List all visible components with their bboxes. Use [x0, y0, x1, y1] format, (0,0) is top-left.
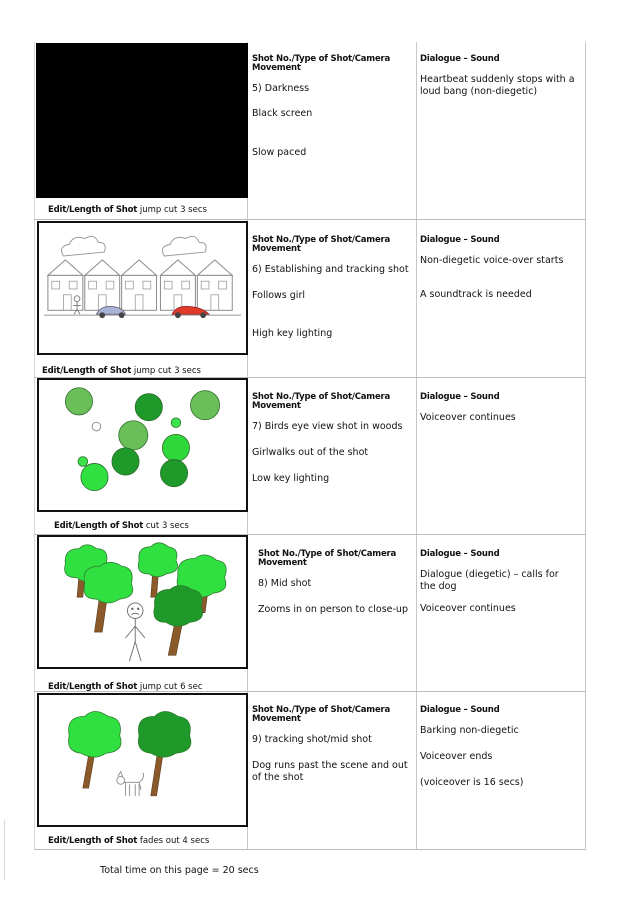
edit-label: Edit/Length of Shot — [54, 521, 144, 531]
shot-line: Black screen — [252, 108, 313, 119]
page-edge-line — [4, 820, 5, 880]
edit-label: Edit/Length of Shot — [48, 836, 138, 846]
shot-line: Low key lighting — [252, 473, 330, 484]
shot-line: Zooms in on person to close-up — [258, 604, 408, 615]
shot-line: Follows girl — [252, 290, 305, 301]
shot-line: High key lighting — [252, 328, 333, 339]
sound-line: Heartbeat suddenly stops with a loud bang (non-diegetic) — [420, 74, 575, 97]
left-margin-line — [34, 42, 35, 850]
shot-header: Shot No./Type of Shot/Camera Movement — [252, 705, 391, 724]
row-divider-5 — [34, 849, 586, 850]
panel-9-shot-cell — [252, 706, 412, 784]
sound-line: A soundtrack is needed — [420, 289, 532, 300]
panel-5-image — [36, 43, 248, 198]
edit-label: Edit/Length of Shot — [42, 366, 132, 376]
total-time: Total time on this page = 20 secs — [100, 865, 259, 876]
shot-line: Dog runs past the scene and out of the shot — [252, 760, 408, 783]
shot-header: Shot No./Type of Shot/Camera Movement — [252, 235, 391, 254]
panel-5-sound-cell — [420, 55, 578, 98]
shot-header: Shot No./Type of Shot/Camera Movement — [252, 54, 391, 73]
sound-line: (voiceover is 16 secs) — [420, 777, 524, 788]
edit-value: jump cut 3 secs — [131, 366, 201, 376]
sound-header: Dialogue – Sound — [420, 549, 500, 559]
panel-9-sound-cell — [420, 706, 578, 789]
panel-8-image — [37, 535, 248, 669]
right-margin-line — [585, 42, 586, 850]
panel-5-edit-length — [48, 205, 207, 215]
sound-header: Dialogue – Sound — [420, 54, 500, 64]
panel-9-edit-length — [48, 836, 209, 846]
edit-value: cut 3 secs — [143, 521, 189, 531]
woods-birdseye-drawing — [39, 380, 246, 510]
panel-7-edit-length — [54, 521, 189, 531]
panel-6-edit-length — [42, 366, 201, 376]
shot-header: Shot No./Type of Shot/Camera Movement — [258, 549, 397, 568]
panel-8-edit-length — [48, 682, 203, 692]
row-divider-1 — [34, 219, 586, 220]
shot-line: 8) Mid shot — [258, 578, 312, 589]
sound-line: Dialogue (diegetic) – calls for the dog — [420, 569, 559, 592]
shot-line: 5) Darkness — [252, 83, 310, 94]
panel-5-shot-cell — [252, 55, 412, 159]
shot-line: 9) tracking shot/mid shot — [252, 734, 372, 745]
trees-person-drawing — [39, 537, 246, 667]
shot-line: Slow paced — [252, 147, 307, 158]
shot-line: Girlwalks out of the shot — [252, 447, 369, 458]
column-divider-2 — [416, 42, 417, 850]
trees-dog-drawing — [39, 695, 246, 825]
panel-6-image — [37, 221, 248, 355]
sound-line: Barking non-diegetic — [420, 725, 519, 736]
sound-header: Dialogue – Sound — [420, 392, 500, 402]
panel-9-image — [37, 693, 248, 827]
sound-line: Voiceover continues — [420, 603, 516, 614]
edit-value: jump cut 3 secs — [137, 205, 207, 215]
panel-8-sound-cell — [420, 550, 570, 615]
edit-value: fades out 4 secs — [137, 836, 210, 846]
sound-header: Dialogue – Sound — [420, 705, 500, 715]
street-scene-drawing — [39, 223, 246, 353]
panel-6-sound-cell — [420, 236, 578, 301]
panel-6-shot-cell — [252, 236, 412, 340]
edit-label: Edit/Length of Shot — [48, 205, 138, 215]
edit-label: Edit/Length of Shot — [48, 682, 138, 692]
panel-8-shot-cell — [258, 550, 412, 616]
edit-value: jump cut 6 sec — [137, 682, 203, 692]
sound-line: Voiceover continues — [420, 412, 516, 423]
shot-header: Shot No./Type of Shot/Camera Movement — [252, 392, 391, 411]
sound-line: Non-diegetic voice-over starts — [420, 255, 564, 266]
shot-line: 6) Establishing and tracking shot — [252, 264, 409, 275]
sound-line: Voiceover ends — [420, 751, 493, 762]
panel-7-sound-cell — [420, 393, 578, 424]
panel-7-image — [37, 378, 248, 512]
shot-line: 7) Birds eye view shot in woods — [252, 421, 403, 432]
panel-7-shot-cell — [252, 393, 412, 485]
sound-header: Dialogue – Sound — [420, 235, 500, 245]
